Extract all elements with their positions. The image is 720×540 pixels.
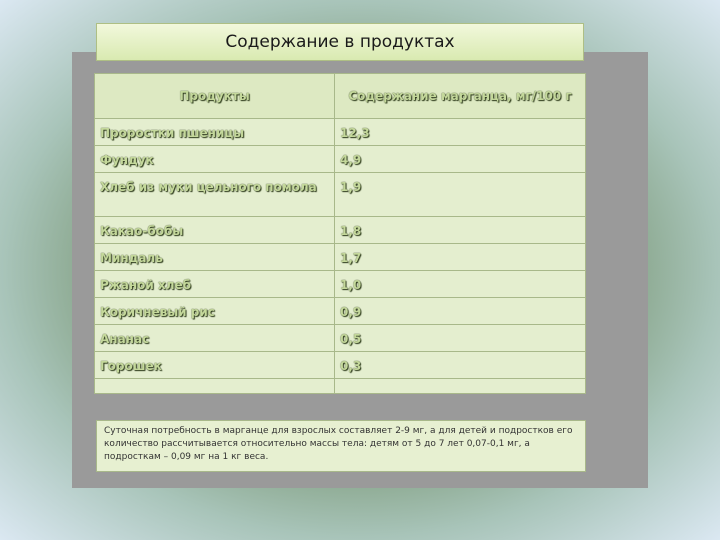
- table-row: [95, 298, 586, 325]
- table-row: [95, 146, 586, 173]
- table-row-empty: [95, 379, 586, 394]
- value-cell: 12,3: [335, 119, 586, 146]
- table-row: [95, 119, 586, 146]
- daily-requirement-note: Суточная потребность в марганце для взрослых составляет 2-9 мг, а для детей и подростков его количество рассчитывается относительно массы тела: детям от 5 до 7 лет 0,07-0,1 мг, а подросткам – 0,09 мг на 1 кг веса.: [96, 420, 586, 472]
- table-row: [95, 173, 586, 217]
- value-cell: 1,0: [335, 271, 586, 298]
- table-row: [95, 325, 586, 352]
- value-cell: 0,9: [335, 298, 586, 325]
- table-row: [95, 244, 586, 271]
- value-cell: 1,7: [335, 244, 586, 271]
- value-cell: 1,9: [335, 173, 586, 217]
- value-cell: 4,9: [335, 146, 586, 173]
- value-cell: 0,3: [335, 352, 586, 379]
- product-cell: Какао-бобы: [95, 217, 335, 244]
- empty-cell: [335, 379, 586, 394]
- table-row: [95, 217, 586, 244]
- product-cell: Фундук: [95, 146, 335, 173]
- product-cell: Ананас: [95, 325, 335, 352]
- page-title: Содержание в продуктах: [225, 32, 455, 52]
- table-row: [95, 271, 586, 298]
- product-cell: Хлеб из муки цельного помола: [95, 173, 335, 217]
- value-cell: 0,5: [335, 325, 586, 352]
- header-products: Продукты: [95, 74, 335, 119]
- product-cell: Горошек: [95, 352, 335, 379]
- table-header-row: [95, 74, 586, 119]
- header-manganese: Содержание марганца, мг/100 г: [335, 74, 586, 119]
- product-cell: Коричневый рис: [95, 298, 335, 325]
- manganese-table: [94, 73, 586, 394]
- value-cell: 1,8: [335, 217, 586, 244]
- empty-cell: [95, 379, 335, 394]
- title-box: [96, 23, 584, 61]
- product-cell: Проростки пшеницы: [95, 119, 335, 146]
- product-cell: Миндаль: [95, 244, 335, 271]
- table-row: [95, 352, 586, 379]
- product-cell: Ржаной хлеб: [95, 271, 335, 298]
